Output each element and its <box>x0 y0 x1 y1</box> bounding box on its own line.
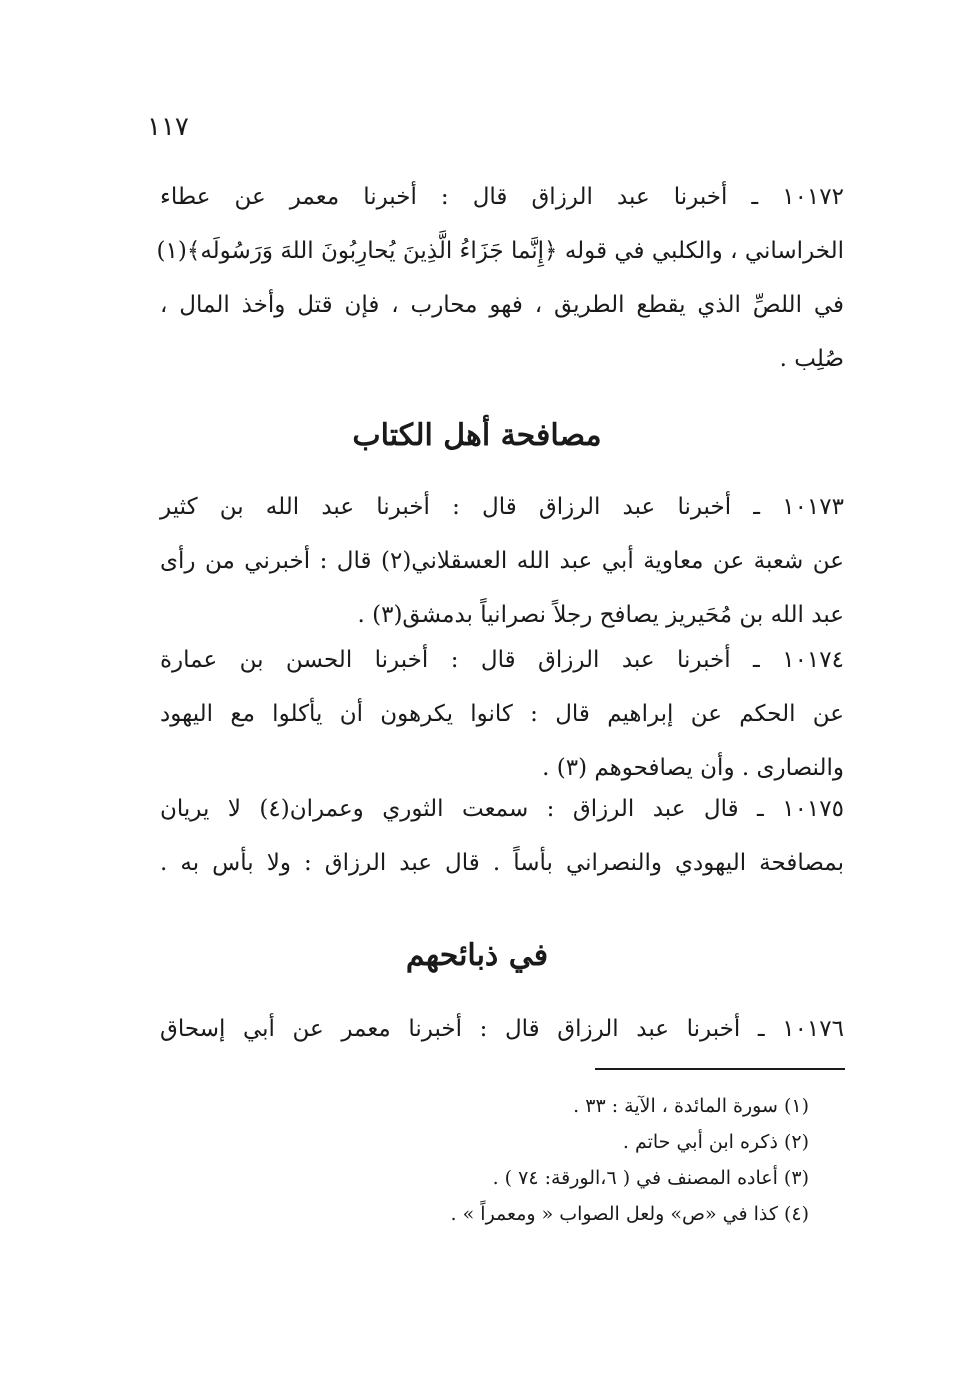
footnote: (٣) أعاده المصنف في ( ٦،الورقة: ٧٤ ) . <box>492 1167 809 1189</box>
page-number: ١١٧ <box>147 112 189 142</box>
hadith-10175 <box>160 782 844 890</box>
text-line: ١٠١٧٢ ـ أخبرنا عبد الرزاق قال : أخبرنا معمر عن عطاء <box>160 184 844 210</box>
text-line: عن شعبة عن معاوية أبي عبد الله العسقلاني(٢) قال : أخبرني من رأى <box>160 548 844 574</box>
hadith-10172 <box>156 170 844 386</box>
text-line: في اللصِّ الذي يقطع الطريق ، فهو محارب ، فإن قتل وأخذ المال ، <box>160 292 844 318</box>
section-heading: مصافحة أهل الكتاب <box>352 418 602 453</box>
section-heading: في ذبائحهم <box>405 938 549 973</box>
text-line: ١٠١٧٣ ـ أخبرنا عبد الرزاق قال : أخبرنا عبد الله بن كثير <box>160 494 844 520</box>
text-line: ١٠١٧٦ ـ أخبرنا عبد الرزاق قال : أخبرنا معمر عن أبي إسحاق <box>160 1016 844 1042</box>
hadith-10174 <box>160 633 844 795</box>
text-line: صُلِب . <box>779 346 844 372</box>
footnote: (١) سورة المائدة ، الآية : ٣٣ . <box>573 1095 809 1117</box>
hadith-10173 <box>160 480 844 642</box>
text-line: عن الحكم عن إبراهيم قال : كانوا يكرهون أن يأكلوا مع اليهود <box>160 701 844 727</box>
footnote: (٤) كذا في «ص» ولعل الصواب « ومعمراً » . <box>450 1203 809 1225</box>
text-line: والنصارى . وأن يصافحوهم (٣) . <box>542 755 844 781</box>
footnotes <box>451 1088 809 1232</box>
text-line: بمصافحة اليهودي والنصراني بأساً . قال عبد الرزاق : ولا بأس به . <box>160 850 844 876</box>
footnote-divider <box>595 1068 845 1070</box>
text-line: ١٠١٧٥ ـ قال عبد الرزاق : سمعت الثوري وعمران(٤) لا يريان <box>160 796 844 822</box>
text-line: عبد الله بن مُحَيريز يصافح رجلاً نصرانياً بدمشق(٣) . <box>357 602 844 628</box>
text-line: الخراساني ، والكلبي في قوله ﴿إِنَّما جَزَاءُ الَّذِينَ يُحارِبُونَ اللهَ وَرَسُولَه﴾(١) <box>156 238 844 264</box>
footnote: (٢) ذكره ابن أبي حاتم . <box>622 1131 809 1153</box>
text-line: ١٠١٧٤ ـ أخبرنا عبد الرزاق قال : أخبرنا الحسن بن عمارة <box>160 647 844 673</box>
hadith-10176 <box>160 1002 844 1056</box>
